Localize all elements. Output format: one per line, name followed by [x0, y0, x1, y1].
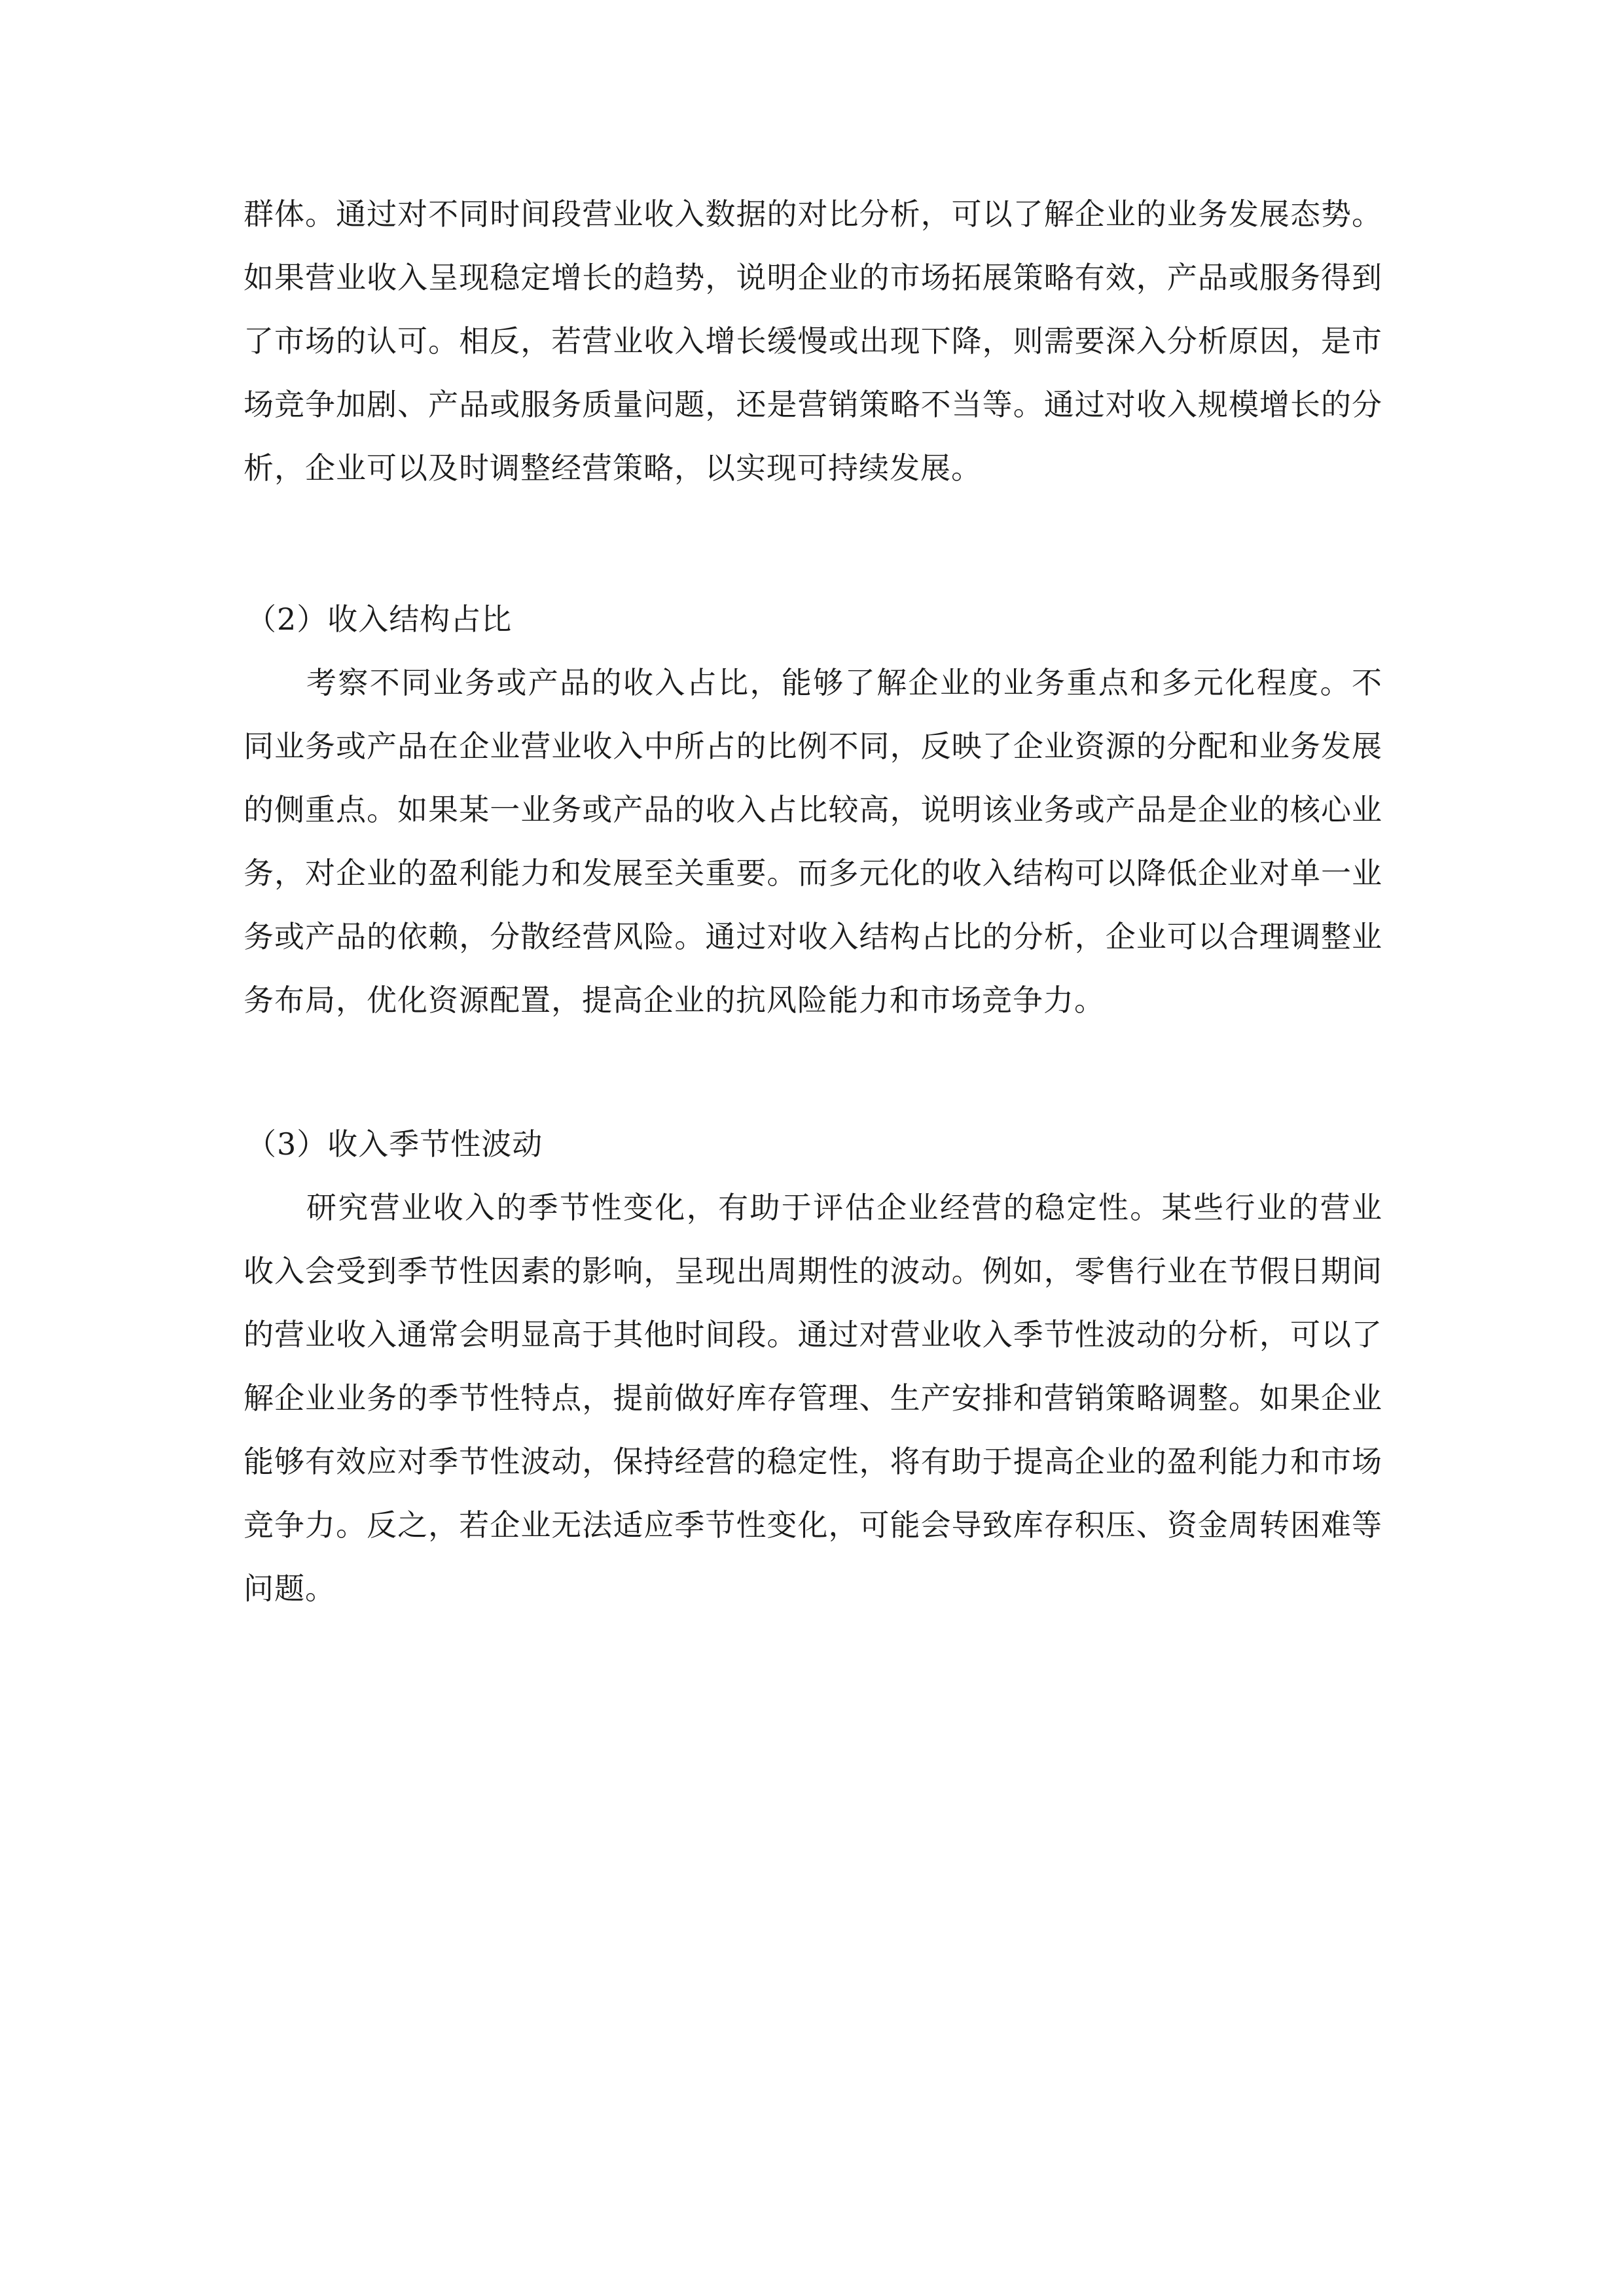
- section-heading-seasonal-fluctuation: （3）收入季节性波动: [246, 1126, 543, 1162]
- continuation-block: [244, 183, 1382, 500]
- section-paragraph-revenue-structure: 考察不同业务或产品的收入占比，能够了解企业的业务重点和多元化程度。不同业务或产品在企业营业收入中所占的比例不同，反映了企业资源的分配和业务发展的侧重点。如果某一业务或产品的收入占比较高，说明该业务或产品是企业的核心业务，对企业的盈利能力和发展至关重要。而多元化的收入结构可以降低企业对单一业务或产品的依赖，分散经营风险。通过对收入结构占比的分析，企业可以合理调整业务布局，优化资源配置，提高企业的抗风险能力和市场竞争力。: [244, 665, 1382, 1018]
- section-revenue-structure: [244, 588, 1382, 1032]
- section-paragraph-seasonal-fluctuation: 研究营业收入的季节性变化，有助于评估企业经营的稳定性。某些行业的营业收入会受到季节性因素的影响，呈现出周期性的波动。例如，零售行业在节假日期间的营业收入通常会明显高于其他时间段。通过对营业收入季节性波动的分析，可以了解企业业务的季节性特点，提前做好库存管理、生产安排和营销策略调整。如果企业能够有效应对季节性波动，保持经营的稳定性，将有助于提高企业的盈利能力和市场竞争力。反之，若企业无法适应季节性变化，可能会导致库存积压、资金周转困难等问题。: [244, 1190, 1382, 1606]
- continuation-paragraph: 群体。通过对不同时间段营业收入数据的对比分析，可以了解企业的业务发展态势。如果营业收入呈现稳定增长的趋势，说明企业的市场拓展策略有效，产品或服务得到了市场的认可。相反，若营业收入增长缓慢或出现下降，则需要深入分析原因，是市场竞争加剧、产品或服务质量问题，还是营销策略不当等。通过对收入规模增长的分析，企业可以及时调整经营策略，以实现可持续发展。: [244, 196, 1382, 486]
- section-seasonal-fluctuation: [244, 1113, 1382, 1621]
- section-heading-revenue-structure: （2）收入结构占比: [246, 601, 513, 637]
